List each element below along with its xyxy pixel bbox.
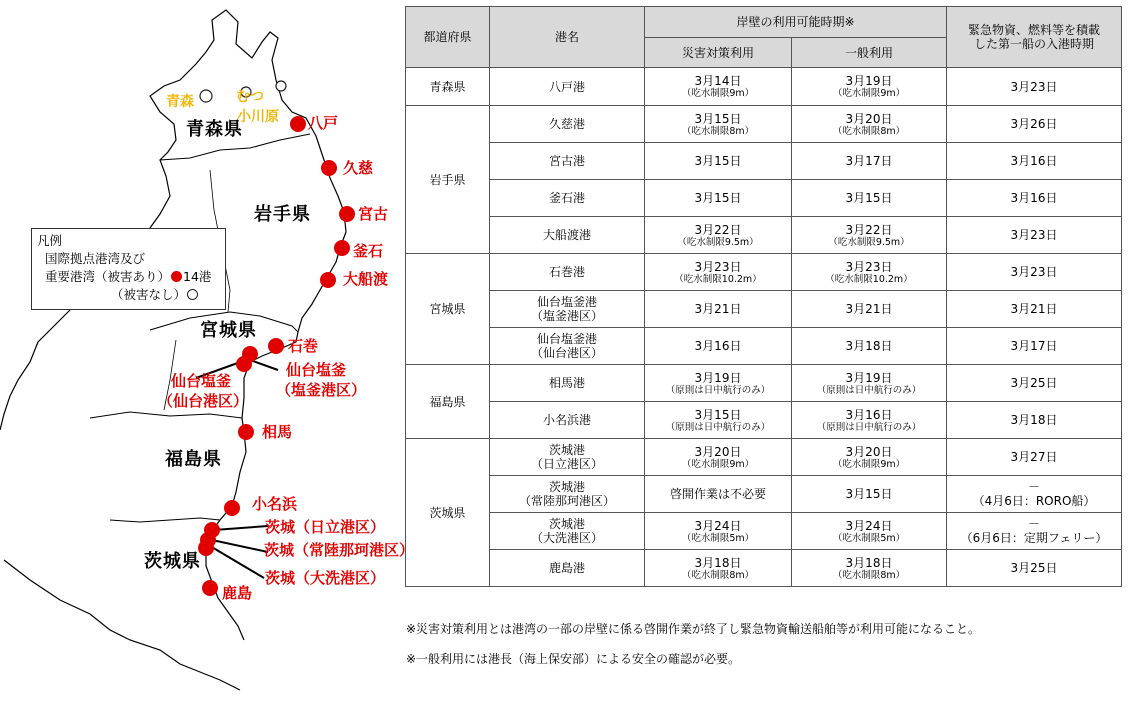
coastline-svg xyxy=(0,0,405,705)
legend-line-3 xyxy=(37,286,220,304)
disaster-date: 3月23日 xyxy=(694,259,742,274)
header-quay: 岸壁の利用可能時期※ xyxy=(645,7,947,38)
disaster-date: 3月22日 xyxy=(694,222,742,237)
first-date: 3月25日 xyxy=(1010,561,1058,575)
cell-port-name xyxy=(490,439,645,476)
cell-port-name xyxy=(490,254,645,291)
first-date: 3月25日 xyxy=(1010,376,1058,390)
cell-first xyxy=(947,217,1122,254)
port-marker-ofunato xyxy=(320,272,336,288)
cell-first xyxy=(947,180,1122,217)
general-note: （吃水制限9m） xyxy=(832,88,906,99)
label-port-hachinohe: 八戸 xyxy=(308,114,339,132)
disaster-date: 3月20日 xyxy=(694,444,742,459)
cell-first xyxy=(947,365,1122,402)
first-note: （4月6日：RORO船） xyxy=(972,494,1096,508)
cell-disaster xyxy=(645,513,792,550)
port-marker-ishinomaki xyxy=(268,338,284,354)
table-row xyxy=(406,476,1122,513)
port-name-line: 八戸港 xyxy=(548,79,585,94)
table-head xyxy=(406,7,1122,68)
first-date: 3月23日 xyxy=(1010,228,1058,242)
cell-port-name xyxy=(490,143,645,180)
label-port-aomori: 青森 xyxy=(166,94,194,110)
port-marker-kamaishi xyxy=(334,240,350,256)
cell-general xyxy=(792,439,947,476)
label-aomori-pref: 青森県 xyxy=(186,119,243,140)
general-note: （吃水制限9.5m） xyxy=(828,236,910,248)
port-name-line: 仙台塩釜港 xyxy=(536,332,597,346)
disaster-note: （吃水制限9m） xyxy=(681,458,755,470)
label-port-kuji: 久慈 xyxy=(343,159,374,177)
label-port-mutsu: むつ xyxy=(236,89,264,105)
cell-first xyxy=(947,68,1122,106)
cell-port-name xyxy=(490,106,645,143)
table-row xyxy=(406,254,1122,291)
tohoku-map xyxy=(0,0,415,705)
first-date: 3月16日 xyxy=(1010,191,1058,205)
disaster-date: 啓開作業は不必要 xyxy=(669,487,766,501)
port-name-line: 仙台塩釜港 xyxy=(536,295,597,309)
disaster-date: 3月24日 xyxy=(694,518,742,533)
cell-general xyxy=(792,476,947,513)
cell-disaster xyxy=(645,550,792,587)
table-row xyxy=(406,402,1122,439)
prefecture-border-fukushima xyxy=(110,518,220,522)
cell-general xyxy=(792,328,947,365)
cell-general xyxy=(792,402,947,439)
disaster-date: 3月19日 xyxy=(694,370,742,385)
first-date: 3月27日 xyxy=(1010,450,1058,464)
port-name-line: 大船渡港 xyxy=(542,228,591,242)
general-date: 3月15日 xyxy=(845,487,893,501)
cell-disaster xyxy=(645,180,792,217)
table-row xyxy=(406,439,1122,476)
general-date: 3月19日 xyxy=(845,74,893,88)
disaster-note: （吃水制限5m） xyxy=(681,532,755,544)
general-note: （原則は日中航行のみ） xyxy=(816,421,922,433)
header-prefecture: 都道府県 xyxy=(406,7,490,68)
label-port-oarai: 茨城（大洗港区） xyxy=(265,569,386,587)
cell-port-name xyxy=(490,217,645,254)
port-name-line: 茨城港 xyxy=(548,443,585,457)
label-port-onahama: 小名浜 xyxy=(252,495,298,513)
port-name-line: 石巻港 xyxy=(548,265,585,279)
port-marker-aomori xyxy=(200,90,212,102)
cell-disaster xyxy=(645,106,792,143)
cell-port-name xyxy=(490,550,645,587)
cell-port-name xyxy=(490,476,645,513)
header-first-ship-line2: した第一船の入港時期 xyxy=(973,37,1094,51)
cell-port-name xyxy=(490,68,645,106)
port-name-line: （仙台港区） xyxy=(530,346,603,360)
general-date: 3月18日 xyxy=(845,339,893,353)
note-1: ※災害対策利用とは港湾の一部の岸壁に係る啓開作業が終了し緊急物資輸送船舶等が利用可能になること。 xyxy=(406,622,981,636)
general-date: 3月19日 xyxy=(845,370,893,385)
label-port-sendai-1: 仙台塩釜 xyxy=(171,372,232,390)
general-date: 3月16日 xyxy=(845,407,893,422)
general-date: 3月20日 xyxy=(845,444,893,459)
cell-port-name xyxy=(490,328,645,365)
label-port-sendai-2: （仙台港区） xyxy=(158,392,249,410)
cell-prefecture: 福島県 xyxy=(406,365,490,439)
header-first-ship xyxy=(947,7,1122,68)
port-schedule-table xyxy=(405,6,1122,587)
label-port-hitachi: 茨城（日立港区） xyxy=(265,518,386,536)
table-row xyxy=(406,106,1122,143)
first-date: － xyxy=(1027,480,1040,494)
port-name-line: 相馬港 xyxy=(548,376,585,390)
table-row xyxy=(406,217,1122,254)
cell-first xyxy=(947,402,1122,439)
general-date: 3月18日 xyxy=(845,555,893,570)
general-note: （吃水制限10.2m） xyxy=(825,273,913,285)
cell-first xyxy=(947,254,1122,291)
label-fukushima-pref: 福島県 xyxy=(165,449,222,470)
general-date: 3月17日 xyxy=(845,154,893,168)
general-date: 3月23日 xyxy=(845,259,893,274)
table-row xyxy=(406,180,1122,217)
first-date: 3月18日 xyxy=(1010,413,1058,427)
cell-general xyxy=(792,180,947,217)
header-general: 一般利用 xyxy=(792,38,947,68)
disaster-date: 3月15日 xyxy=(694,191,742,205)
disaster-date: 3月16日 xyxy=(694,339,742,353)
cell-prefecture: 宮城県 xyxy=(406,254,490,365)
general-note: （吃水制限5m） xyxy=(832,532,906,544)
label-port-hitachinaka: 茨城（常陸那珂港区） xyxy=(264,541,415,559)
disaster-note: （吃水制限10.2m） xyxy=(674,273,762,285)
label-ibaraki-pref: 茨城県 xyxy=(144,551,201,572)
disaster-note: （吃水制限8m） xyxy=(681,569,755,581)
port-name-line: 宮古港 xyxy=(548,154,585,168)
port-name-line: （塩釜港区） xyxy=(530,309,603,323)
disaster-date: 3月15日 xyxy=(694,407,742,422)
label-port-miyako: 宮古 xyxy=(358,205,389,223)
label-port-ishinomaki: 石巻 xyxy=(288,337,319,355)
port-marker-ogawara xyxy=(276,81,286,91)
first-date: 3月17日 xyxy=(1010,339,1058,353)
table-row xyxy=(406,550,1122,587)
cell-disaster xyxy=(645,143,792,180)
header-disaster: 災害対策利用 xyxy=(645,38,792,68)
label-port-soma: 相馬 xyxy=(262,423,293,441)
disaster-date: 3月15日 xyxy=(694,154,742,168)
legend-line-2 xyxy=(37,268,220,286)
cell-disaster xyxy=(645,328,792,365)
table-row xyxy=(406,328,1122,365)
prefecture-border-miyagi xyxy=(90,412,242,418)
table-row xyxy=(406,68,1122,106)
label-port-shiogama-1: 仙台塩釜 xyxy=(286,361,347,379)
legend-line-1: 国際拠点港湾及び xyxy=(45,251,146,266)
cell-general xyxy=(792,106,947,143)
cell-port-name xyxy=(490,513,645,550)
cell-disaster xyxy=(645,439,792,476)
port-marker-kashima xyxy=(202,580,218,596)
port-name-line: 釜石港 xyxy=(548,191,585,205)
cell-first xyxy=(947,106,1122,143)
cell-disaster xyxy=(645,402,792,439)
cell-port-name xyxy=(490,365,645,402)
label-iwate-pref: 岩手県 xyxy=(254,204,311,225)
label-port-ogawara: 小川原 xyxy=(237,109,279,125)
port-marker-soma xyxy=(238,424,254,440)
header-port: 港名 xyxy=(490,7,645,68)
cell-port-name xyxy=(490,180,645,217)
cell-disaster xyxy=(645,68,792,106)
table-body xyxy=(406,68,1122,587)
cell-general xyxy=(792,254,947,291)
port-name-line: （大洗港区） xyxy=(530,531,603,545)
table-row xyxy=(406,291,1122,328)
label-port-kashima: 鹿島 xyxy=(222,584,253,602)
general-note: （吃水制限9m） xyxy=(832,458,906,470)
first-date: 3月26日 xyxy=(1010,117,1058,131)
disaster-date: 3月21日 xyxy=(694,302,742,316)
cell-prefecture: 茨城県 xyxy=(406,439,490,587)
first-date: 3月23日 xyxy=(1010,265,1058,279)
general-date: 3月20日 xyxy=(845,111,893,126)
cell-first xyxy=(947,291,1122,328)
first-date: 3月16日 xyxy=(1010,154,1058,168)
disaster-note: （原則は日中航行のみ） xyxy=(665,384,771,396)
disaster-date: 3月15日 xyxy=(694,111,742,126)
cell-first xyxy=(947,439,1122,476)
port-name-line: 鹿島港 xyxy=(548,561,585,575)
map-legend xyxy=(31,228,226,310)
general-date: 3月15日 xyxy=(845,191,893,205)
note-2: ※一般利用には港長（海上保安部）による安全の確認が必要。 xyxy=(406,652,741,666)
port-schedule-table-wrap xyxy=(405,6,1122,587)
port-name-line: 茨城港 xyxy=(548,480,585,494)
first-note: （6月6日：定期フェリー） xyxy=(960,531,1108,545)
cell-general xyxy=(792,143,947,180)
header-first-ship-line1: 緊急物資、燃料等を積載 xyxy=(967,23,1100,37)
cell-disaster xyxy=(645,254,792,291)
table-row xyxy=(406,143,1122,180)
disaster-date: 3月18日 xyxy=(694,555,742,570)
port-marker-sendai xyxy=(236,356,252,372)
cell-disaster xyxy=(645,217,792,254)
cell-disaster xyxy=(645,476,792,513)
cell-general xyxy=(792,513,947,550)
general-date: 3月22日 xyxy=(845,222,893,237)
port-marker-miyako xyxy=(339,206,355,222)
port-name-line: （日立港区） xyxy=(530,457,603,471)
disaster-note: （吃水制限9.5m） xyxy=(677,236,759,248)
cell-first xyxy=(947,550,1122,587)
cell-prefecture: 青森県 xyxy=(406,68,490,106)
cell-port-name xyxy=(490,291,645,328)
port-marker-hachinohe xyxy=(290,116,306,132)
general-note: （原則は日中航行のみ） xyxy=(816,384,922,396)
disaster-note: （吃水制限9m） xyxy=(681,88,755,99)
cell-first xyxy=(947,513,1122,550)
port-marker-kuji xyxy=(321,160,337,176)
cell-disaster xyxy=(645,365,792,402)
cell-prefecture: 岩手県 xyxy=(406,106,490,254)
label-port-kamaishi: 釜石 xyxy=(353,242,384,260)
port-name-line: 久慈港 xyxy=(548,117,585,131)
first-date: 3月21日 xyxy=(1010,302,1058,316)
general-note: （吃水制限8m） xyxy=(832,125,906,137)
disaster-note: （吃水制限8m） xyxy=(681,125,755,137)
cell-first xyxy=(947,143,1122,180)
table-row xyxy=(406,513,1122,550)
general-note: （吃水制限8m） xyxy=(832,569,906,581)
label-miyagi-pref: 宮城県 xyxy=(200,320,257,341)
cell-general xyxy=(792,550,947,587)
cell-general xyxy=(792,365,947,402)
legend-damaged-label: 重要港湾（被害あり） xyxy=(45,269,171,284)
general-date: 3月21日 xyxy=(845,302,893,316)
legend-damaged-count: 14港 xyxy=(183,269,212,284)
general-date: 3月24日 xyxy=(845,518,893,533)
port-marker-onahama xyxy=(224,500,240,516)
legend-undamaged-label: （被害なし） xyxy=(111,287,187,302)
cell-first xyxy=(947,328,1122,365)
west-coast-south xyxy=(4,560,240,690)
undamaged-dot-icon xyxy=(187,289,198,300)
damaged-dot-icon xyxy=(171,271,182,282)
cell-general xyxy=(792,217,947,254)
first-date: 3月23日 xyxy=(1010,79,1058,94)
cell-general xyxy=(792,68,947,106)
port-name-line: 小名浜港 xyxy=(542,413,591,427)
disaster-note: （原則は日中航行のみ） xyxy=(665,421,771,433)
cell-port-name xyxy=(490,402,645,439)
legend-title: 凡例 xyxy=(37,233,63,248)
disaster-date: 3月14日 xyxy=(694,74,742,88)
label-port-ofunato: 大船渡 xyxy=(343,270,389,288)
label-port-shiogama-2: （塩釜港区） xyxy=(276,381,367,399)
cell-first xyxy=(947,476,1122,513)
cell-disaster xyxy=(645,291,792,328)
cell-general xyxy=(792,291,947,328)
table-row xyxy=(406,365,1122,402)
port-name-line: （常陸那珂港区） xyxy=(518,494,615,508)
port-name-line: 茨城港 xyxy=(548,517,585,531)
first-date: － xyxy=(1027,517,1040,531)
